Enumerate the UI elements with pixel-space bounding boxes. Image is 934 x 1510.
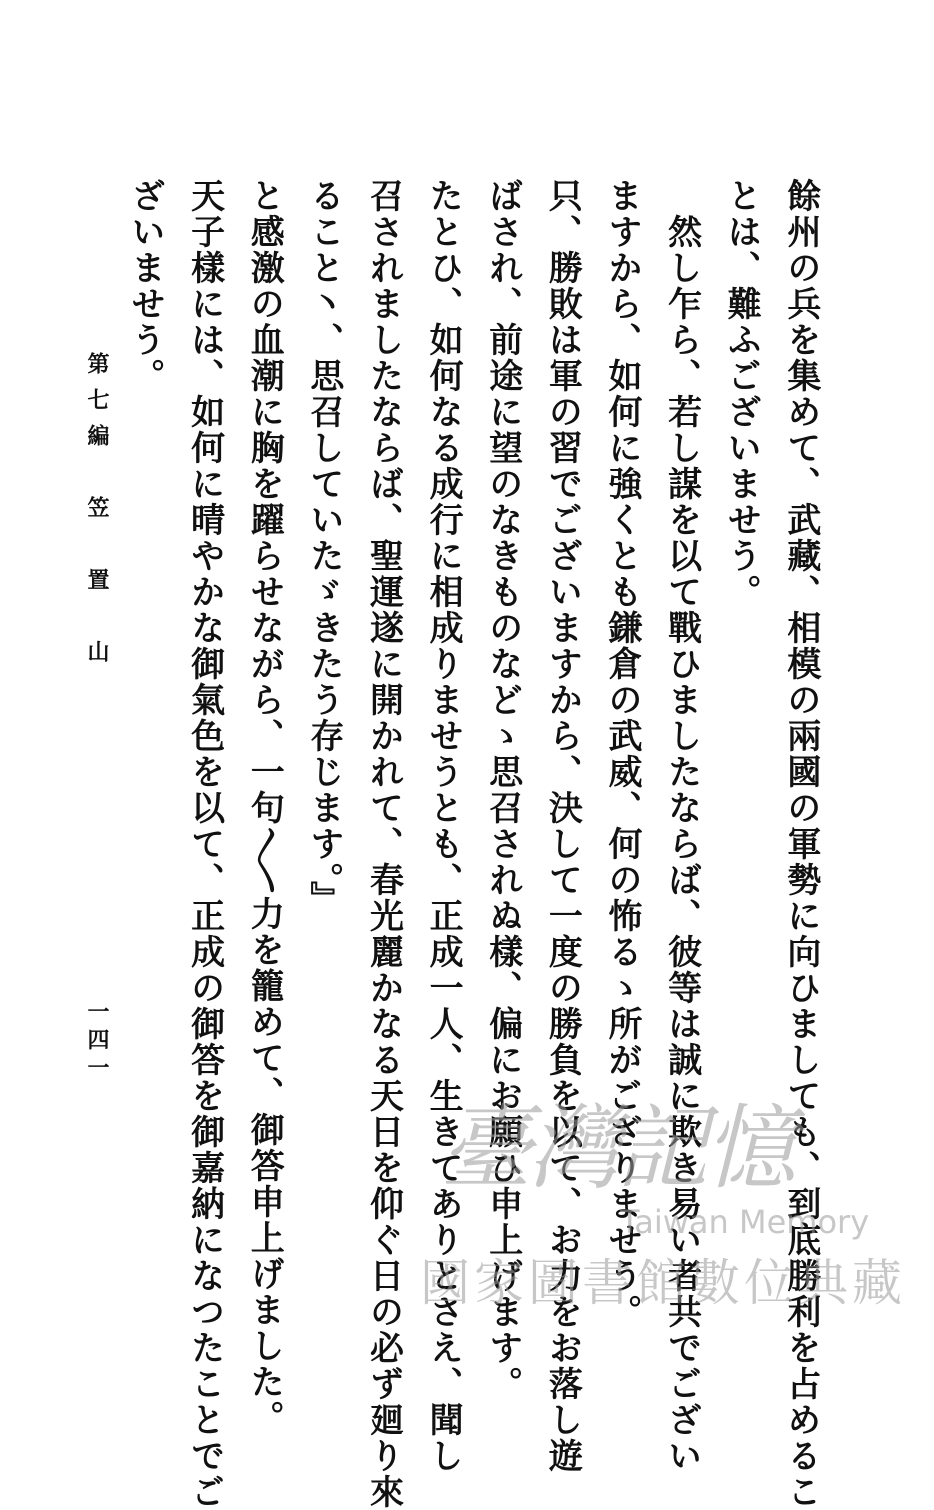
text-column-11: 天子樣には、如何に晴やかな御氣色を以て、正成の御答を御嘉納になつたことでご bbox=[184, 178, 225, 1510]
watermark-chinese: 國家圖書館數位典藏 bbox=[420, 1254, 906, 1312]
text-column-12: ざいませう。 bbox=[125, 178, 165, 394]
page-number: 一四一 bbox=[84, 1000, 110, 1084]
text-column-6: ばされ、前途に望のなきものなどゝ思召されぬ樣、偏にお願ひ申上げます。 bbox=[482, 178, 523, 1402]
running-head: 第七編 笠 置 山 bbox=[84, 352, 110, 676]
watermark-logo: 臺灣記憶 bbox=[440, 1095, 793, 1202]
text-column-7: たとひ、如何なる成行に相成りませうとも、正成一人、生きてありとさえ、聞し bbox=[423, 178, 464, 1474]
text-column-8: 召されましたならば、聖運遂に開かれて、春光麗かなる天日を仰ぐ日の必ず廻り來 bbox=[363, 178, 404, 1510]
text-column-4: ますから、如何に強くとも鎌倉の武威、何の怖るゝ所がござりませう。 bbox=[602, 178, 642, 1330]
body-text bbox=[125, 178, 821, 1510]
watermark-english: Taiwan Memory bbox=[620, 1203, 870, 1241]
text-column-3: 然し乍ら、若し謀を以て戰ひましたならば、彼等は誠に欺き易い者共でござい bbox=[661, 178, 702, 1474]
text-column-1: 餘州の兵を集めて、武藏、相模の兩國の軍勢に向ひましても、到底勝利を占めるこ bbox=[780, 178, 821, 1510]
text-column-10: と感激の血潮に胸を躍らせながら、一句〳〵力を籠めて、御答申上げました。 bbox=[244, 178, 285, 1436]
text-column-2: とは、難ふございませう。 bbox=[721, 178, 762, 610]
text-column-9: ること丶、思召していたゞきたう存じます。』 bbox=[303, 178, 344, 917]
text-column-5: 只、勝敗は軍の習でございますから、決して一度の勝負を以て、お力をお落し遊 bbox=[542, 178, 583, 1474]
